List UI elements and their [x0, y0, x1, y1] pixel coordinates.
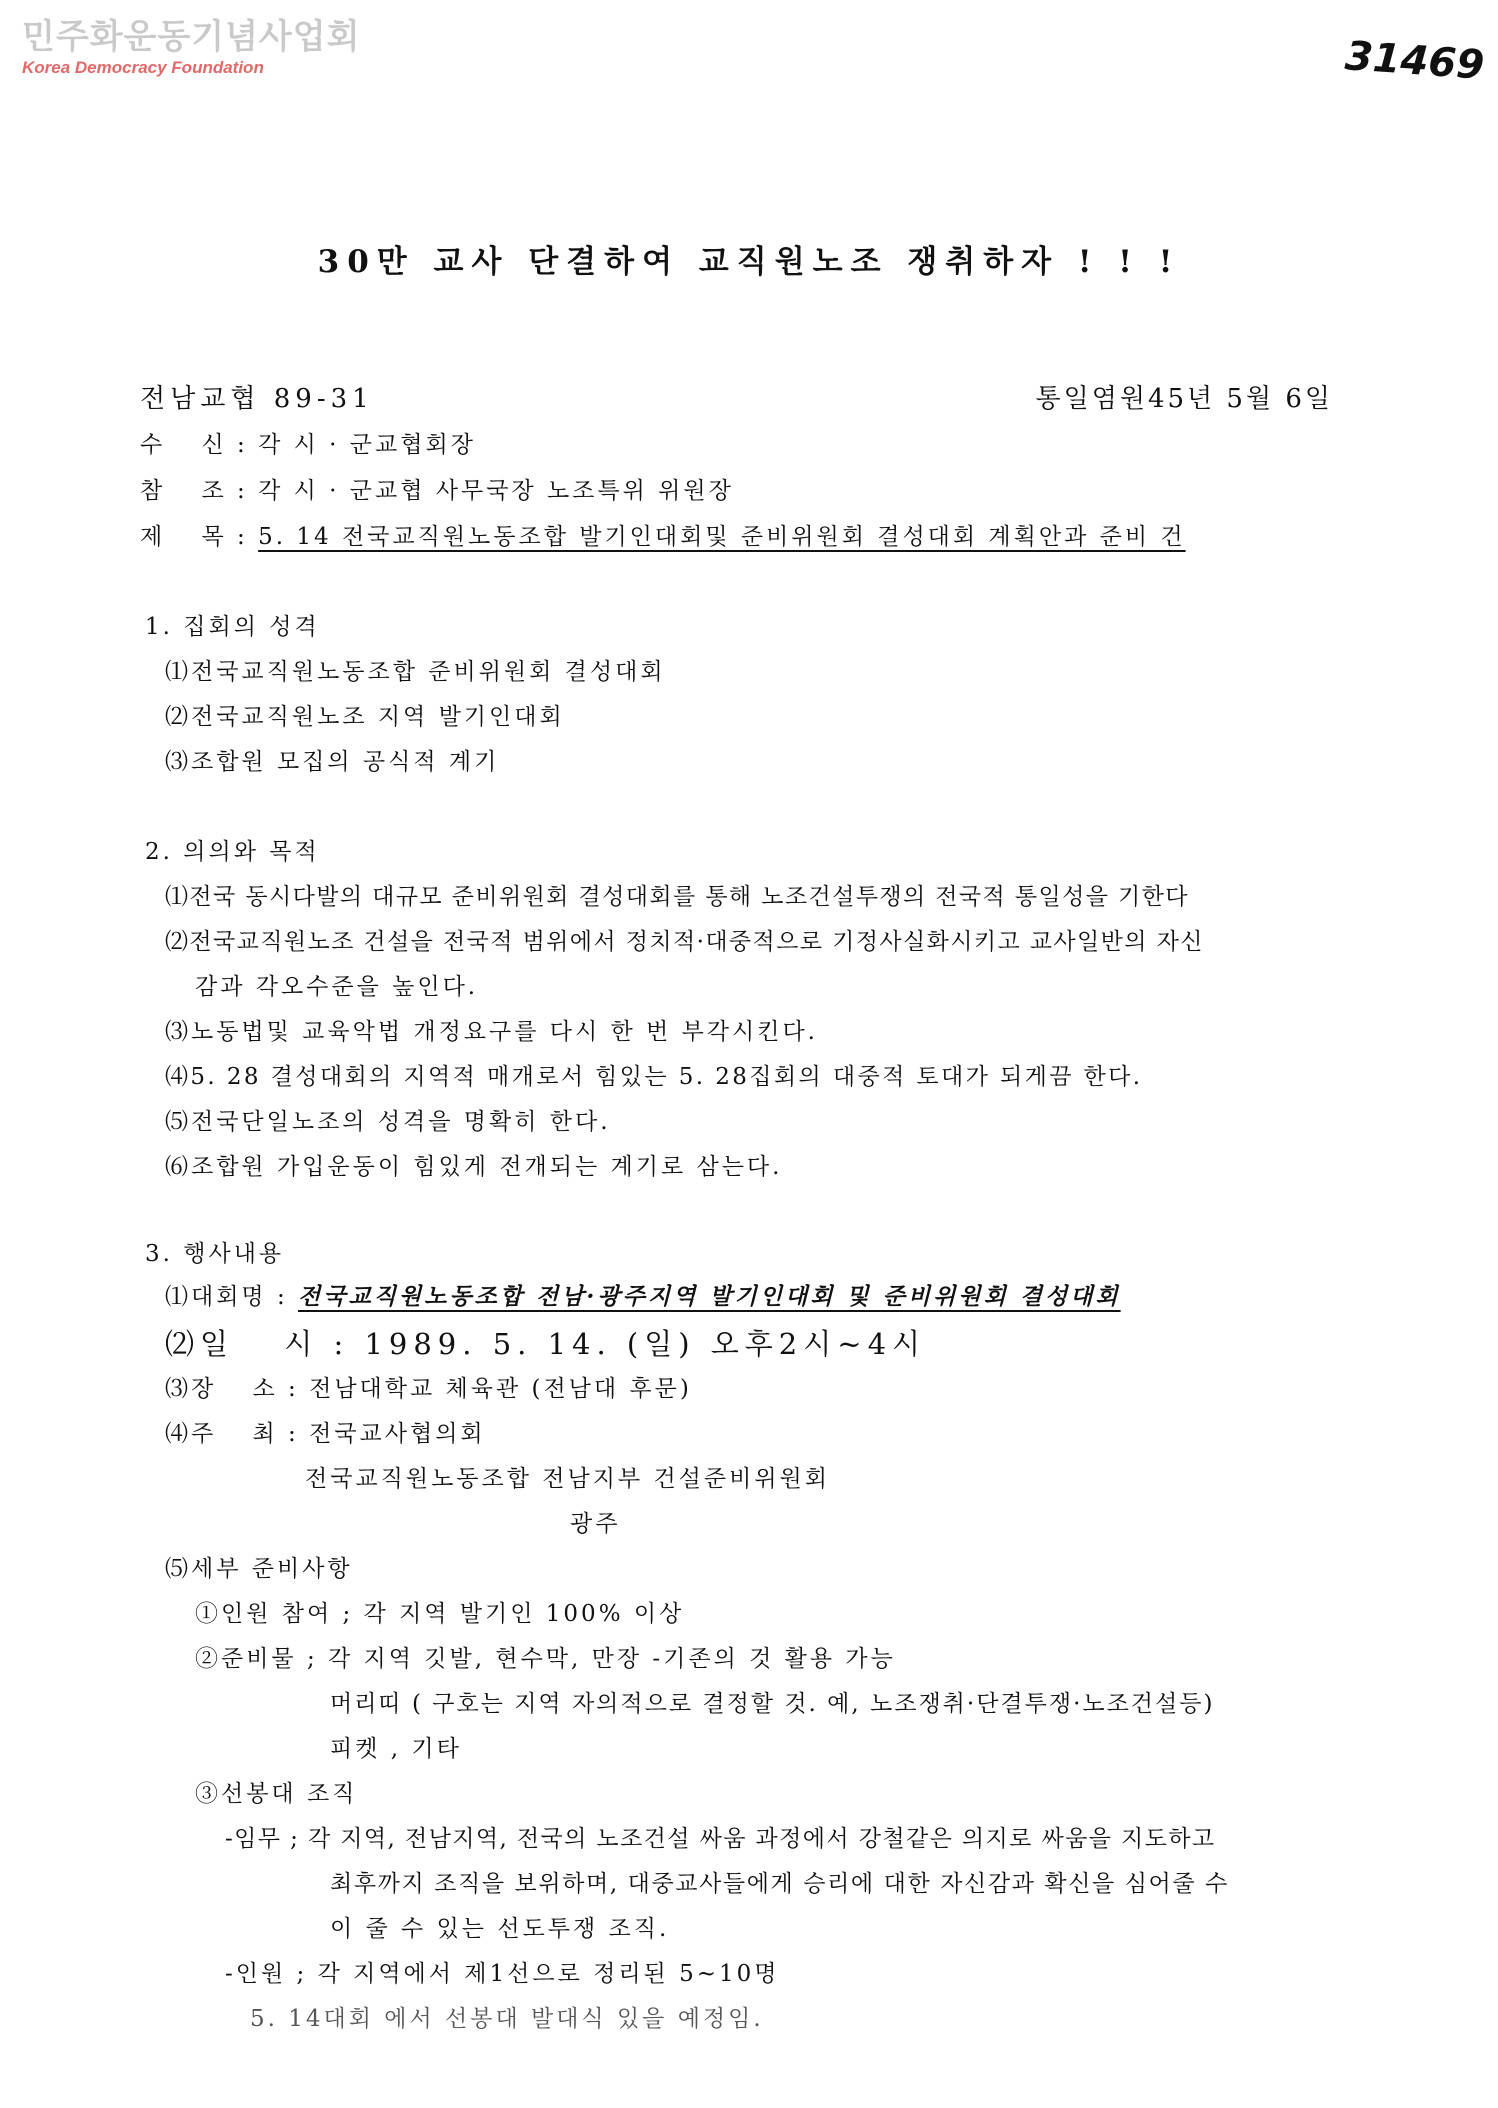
event-name: 전국교직원노동조합 전남·광주지역 발기인대회 및 준비위원회 결성대회 [298, 1283, 1121, 1310]
vanguard-note: 5. 14대회 에서 선봉대 발대식 있을 예정임. [250, 2006, 764, 2032]
subject-label: 제 목 : [140, 524, 259, 550]
prep-item-1: ①인원 참여 ; 각 지역 발기인 100% 이상 [195, 1601, 685, 1627]
event-place: ⑶장 소 : 전남대학교 체육관 (전남대 후문) [165, 1376, 692, 1402]
prep-item-3: ③선봉대 조직 [195, 1781, 358, 1807]
document-title: 30만 교사 단결하여 교직원노조 쟁취하자 ! ! ! [317, 244, 1181, 280]
cc-line: 참 조 : 각 시 · 군교협 사무국장 노조특위 위원장 [140, 478, 734, 504]
subject-line [140, 518, 1186, 551]
s2-item-5: ⑸전국단일노조의 성격을 명확히 한다. [165, 1109, 611, 1135]
event-name-label: ⑴대회명 : [165, 1284, 299, 1310]
vanguard-staff: -인원 ; 각 지역에서 제1선으로 정리된 5~10명 [225, 1961, 780, 1987]
section-3-heading: 3. 행사내용 [145, 1241, 285, 1267]
prep-item-2-picket: 피켓 , 기타 [330, 1736, 462, 1762]
s2-item-4: ⑷5. 28 결성대회의 지역적 매개로서 힘있는 5. 28집회의 대중적 토대가 되게끔 한다. [165, 1064, 1143, 1090]
vanguard-duty-1: -임무 ; 각 지역, 전남지역, 전국의 노조건설 싸움 과정에서 강철같은 의지로 싸움을 지도하고 [225, 1826, 1216, 1852]
watermark-org-korean: 민주화운동기념사업회 [22, 17, 361, 57]
event-host-3: 광주 [570, 1511, 621, 1537]
s2-item-1: ⑴전국 동시다발의 대규모 준비위원회 결성대회를 통해 노조건설투쟁의 전국적 통일성을 기한다 [165, 884, 1189, 910]
watermark-org-english: Korea Democracy Foundation [22, 58, 264, 77]
s1-item-3: ⑶조합원 모집의 공식적 계기 [165, 749, 500, 775]
handwritten-doc-id: 31469 [1343, 33, 1486, 89]
prep-item-2: ②준비물 ; 각 지역 깃발, 현수막, 만장 -기존의 것 활용 가능 [195, 1646, 896, 1672]
s1-item-2: ⑵전국교직원노조 지역 발기인대회 [165, 704, 565, 730]
section-1-heading: 1. 집회의 성격 [145, 614, 320, 640]
event-host-1: ⑷주 최 : 전국교사협의회 [165, 1421, 486, 1447]
event-host-2: 전국교직원노동조합 전남지부 건설준비위원회 [305, 1466, 830, 1492]
vanguard-duty-3: 이 줄 수 있는 선도투쟁 조직. [330, 1916, 670, 1942]
s1-item-1: ⑴전국교직원노동조합 준비위원회 결성대회 [165, 659, 666, 685]
watermark [22, 18, 360, 78]
doc-date: 통일염원45년 5월 6일 [1035, 384, 1333, 414]
prep-heading: ⑸세부 준비사항 [165, 1556, 353, 1582]
event-date: ⑵일 시 : 1989. 5. 14. (일) 오후2시~4시 [165, 1327, 927, 1361]
vanguard-duty-2: 최후까지 조직을 보위하며, 대중교사들에게 승리에 대한 자신감과 확신을 심어줄 수 [330, 1871, 1229, 1897]
s2-item-2-cont: 감과 각오수준을 높인다. [195, 974, 479, 1000]
subject-text: 5. 14 전국교직원노동조합 발기인대회및 준비위원회 결성대회 계획안과 준비 건 [258, 524, 1186, 550]
event-name-line [165, 1278, 1121, 1311]
recipient-line: 수 신 : 각 시 · 군교협회장 [140, 432, 476, 458]
s2-item-3: ⑶노동법및 교육악법 개정요구를 다시 한 번 부각시킨다. [165, 1019, 818, 1045]
prep-item-2-headband: 머리띠 ( 구호는 지역 자의적으로 결정할 것. 예, 노조쟁취·단결투쟁·노조건설등) [330, 1691, 1215, 1717]
section-2-heading: 2. 의의와 목적 [145, 839, 320, 865]
s2-item-2: ⑵전국교직원노조 건설을 전국적 범위에서 정치적·대중적으로 기정사실화시키고 교사일반의 자신 [165, 929, 1204, 955]
s2-item-6: ⑹조합원 가입운동이 힘있게 전개되는 계기로 삼는다. [165, 1154, 783, 1180]
doc-number: 전남교협 89-31 [140, 384, 374, 414]
